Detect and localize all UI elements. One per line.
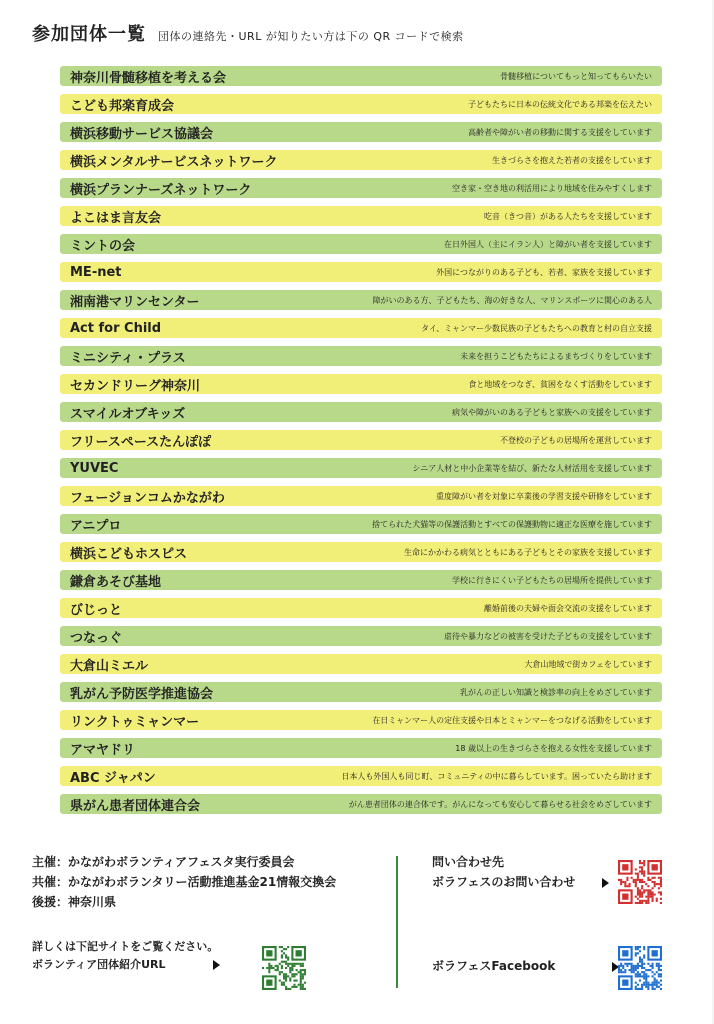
organization-name: 大倉山ミエル <box>70 658 149 674</box>
organization-row <box>60 654 662 674</box>
organization-row <box>60 374 662 394</box>
organization-description: 吃音（きつ音）がある人たちを支援しています <box>484 211 652 221</box>
qr-code-facebook[interactable] <box>618 946 662 990</box>
organization-row <box>60 710 662 730</box>
organization-description: がん患者団体の連合体です。がんになっても安心して暮らせる社会をめざしています <box>348 799 652 809</box>
organization-description: 日本人も外国人も同じ町、コミュニティの中に暮らしています。困っていたら助けます <box>341 771 652 781</box>
organization-description: 障がいのある方、子どもたち、海の好きな人、マリンスポーツに関心のある人 <box>372 295 652 305</box>
organization-row <box>60 766 662 786</box>
organization-name: スマイルオブキッズ <box>70 406 186 422</box>
organization-description: 大倉山地域で街カフェをしています <box>524 659 652 669</box>
organization-row <box>60 318 662 338</box>
facebook-link-row[interactable] <box>432 956 619 976</box>
contact-heading: 問い合わせ先 <box>432 855 505 869</box>
organization-row <box>60 150 662 170</box>
organization-row <box>60 514 662 534</box>
qr-code-red-icon <box>618 860 662 904</box>
organization-row <box>60 598 662 618</box>
organization-name: 乳がん予防医学推進協会 <box>70 686 214 702</box>
organization-description: 捨てられた犬猫等の保護活動とすべての保護動物に適正な医療を施しています <box>372 519 652 529</box>
organization-description: 生命にかかわる病気とともにある子どもとその家族を支援しています <box>404 547 652 557</box>
organization-row <box>60 542 662 562</box>
organization-description: シニア人材と中小企業等を結び、新たな人材活用を支援しています <box>412 463 652 473</box>
organization-description: 生きづらさを抱えた若者の支援をしています <box>492 155 652 165</box>
organization-name: ミニシティ・プラス <box>70 350 186 366</box>
organization-name: ABC ジャパン <box>70 770 156 786</box>
url-link-row[interactable] <box>32 956 220 974</box>
organization-description: 在日外国人（主にイラン人）と障がい者を支援しています <box>444 239 652 249</box>
organization-description: 子どもたちに日本の伝統文化である邦楽を伝えたい <box>468 99 652 109</box>
organization-name: リンクトゥミャンマー <box>70 714 200 730</box>
details-text: 詳しくは下記サイトをご覧ください。 <box>32 940 219 953</box>
organization-name: 県がん患者団体連合会 <box>70 798 201 814</box>
organization-row <box>60 234 662 254</box>
organization-description: 乳がんの正しい知識と検診率の向上をめざしています <box>460 687 652 697</box>
arrow-right-icon <box>213 960 220 970</box>
organization-name: フュージョンコムかながわ <box>70 490 225 506</box>
organization-row <box>60 738 662 758</box>
organization-name: 横浜メンタルサービスネットワーク <box>70 154 278 170</box>
organization-row <box>60 290 662 310</box>
qr-code-contact[interactable] <box>618 860 662 904</box>
qr-code-green-icon <box>262 946 306 990</box>
url-label[interactable]: ボランティア団体紹介URL <box>32 958 166 971</box>
organization-row <box>60 486 662 506</box>
organization-row <box>60 430 662 450</box>
arrow-right-icon <box>602 878 609 888</box>
organization-row <box>60 626 662 646</box>
page-title: 参加団体一覧 <box>32 24 146 45</box>
organization-description: 離婚前後の夫婦や面会交流の支援をしています <box>484 603 652 613</box>
organization-list <box>60 66 662 822</box>
divider <box>396 856 398 988</box>
organization-name: こども邦楽育成会 <box>70 98 175 114</box>
organization-name: ミントの会 <box>70 238 136 254</box>
organization-description: 不登校の子どもの居場所を運営しています <box>500 435 652 445</box>
organization-name: よこはま言友会 <box>70 210 162 226</box>
contact-block <box>432 852 609 892</box>
organization-description: 空き家・空き地の利活用により地域を住みやすくします <box>452 183 652 193</box>
organization-name: つなっぐ <box>70 630 123 646</box>
organization-description: タイ、ミャンマー少数民族の子どもたちへの教育と村の自立支援 <box>421 323 652 333</box>
organization-name: 横浜こどもホスピス <box>70 546 188 562</box>
qr-code-blue-icon <box>618 946 662 990</box>
credits <box>32 852 336 912</box>
details-block <box>32 938 220 974</box>
organization-name: 神奈川骨髄移植を考える会 <box>70 70 227 86</box>
organization-description: 重度障がい者を対象に卒業後の学習支援や研修をしています <box>436 491 652 501</box>
qr-code-url[interactable] <box>262 946 306 990</box>
organization-row <box>60 682 662 702</box>
organization-name: ME-net <box>70 264 122 280</box>
organization-description: 食と地域をつなぎ、貧困をなくす活動をしています <box>468 379 652 389</box>
organization-row <box>60 94 662 114</box>
organization-name: 横浜プランナーズネットワーク <box>70 182 252 198</box>
contact-label[interactable]: ボラフェスのお問い合わせ <box>432 875 576 889</box>
organization-description: 外国につながりのある子ども、若者、家族を支援しています <box>436 267 652 277</box>
organization-row <box>60 66 662 86</box>
organization-row <box>60 206 662 226</box>
organizer-text: 主催：かながわボランティアフェスタ実行委員会 <box>32 855 295 869</box>
cohost-text: 共催：かながわボランタリー活動推進基金21情報交換会 <box>32 875 337 889</box>
organization-row <box>60 570 662 590</box>
organization-description: 未来を担うこどもたちによるまちづくりをしています <box>460 351 652 361</box>
organization-name: 横浜移動サービス協議会 <box>70 126 214 142</box>
page-header <box>32 20 464 46</box>
organization-row <box>60 458 662 478</box>
organization-description: 虐待や暴力などの被害を受けた子どもの支援をしています <box>444 631 652 641</box>
organization-row <box>60 794 662 814</box>
organization-row <box>60 262 662 282</box>
facebook-label[interactable]: ボラフェスFacebook <box>432 959 556 973</box>
organization-name: Act for Child <box>70 320 162 336</box>
organization-row <box>60 122 662 142</box>
organization-description: 病気や障がいのある子どもと家族への支援をしています <box>452 407 652 417</box>
page-subtitle: 団体の連絡先・URL が知りたい方は下の QR コードで検索 <box>158 30 464 43</box>
organization-description: 在日ミャンマー人の定住支援や日本とミャンマーをつなげる活動をしています <box>372 715 652 725</box>
organization-name: びじっと <box>70 602 123 618</box>
contact-link-row[interactable] <box>432 872 609 892</box>
organization-name: アマヤドリ <box>70 742 136 758</box>
organization-description: 骨髄移植についてもっと知ってもらいたい <box>500 71 652 81</box>
facebook-block <box>432 956 619 976</box>
organization-row <box>60 178 662 198</box>
organization-name: YUVEC <box>70 460 119 476</box>
organization-name: セカンドリーグ神奈川 <box>70 378 201 394</box>
organization-description: 18 歳以上の生きづらさを抱える女性を支援しています <box>455 743 652 753</box>
organization-description: 学校に行きにくい子どもたちの居場所を提供しています <box>452 575 652 585</box>
organization-name: アニプロ <box>70 518 122 534</box>
organization-description: 高齢者や障がい者の移動に関する支援をしています <box>468 127 652 137</box>
organization-row <box>60 346 662 366</box>
organization-row <box>60 402 662 422</box>
organization-name: 湘南港マリンセンター <box>70 294 200 310</box>
organization-name: 鎌倉あそび基地 <box>70 574 162 590</box>
organization-name: フリースペースたんぽぽ <box>70 434 212 450</box>
support-text: 後援：神奈川県 <box>32 895 117 909</box>
